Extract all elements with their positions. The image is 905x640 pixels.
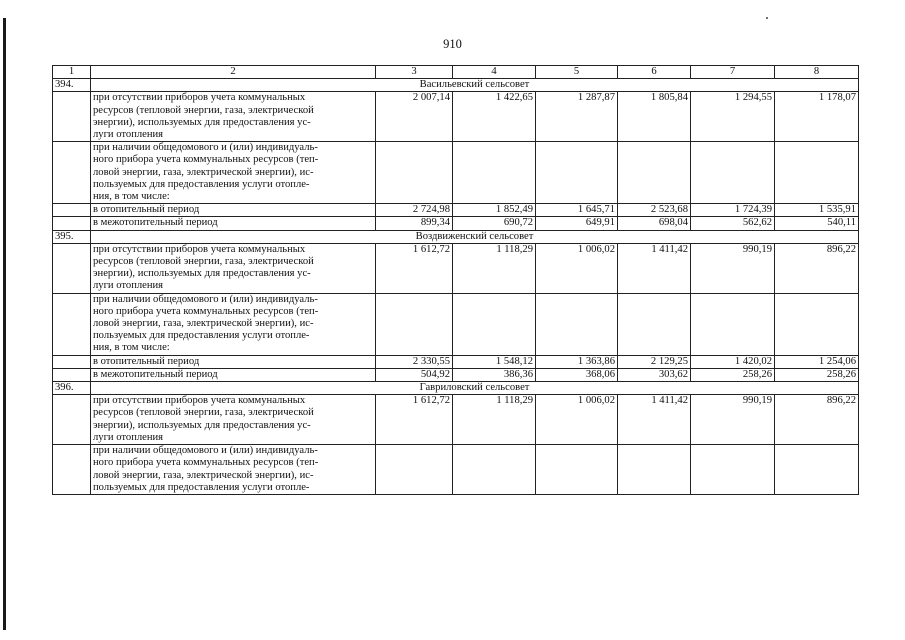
section-number: 395.	[53, 230, 91, 243]
description-line: луги отопления	[93, 129, 164, 141]
value-cell: 368,06	[536, 368, 618, 381]
value-cell: 2 724,98	[376, 204, 453, 217]
value-cell: 504,92	[376, 368, 453, 381]
table-row	[53, 355, 859, 368]
row-number-cell	[53, 368, 91, 381]
table-row	[53, 204, 859, 217]
value-cell: 2 523,68	[618, 204, 691, 217]
description-line: в отопительный период	[93, 355, 200, 367]
column-header: 5	[536, 66, 618, 79]
value-cell	[536, 142, 618, 204]
value-cell: 1 178,07	[775, 92, 859, 142]
value-cell	[453, 293, 536, 355]
description-line: при наличии общедомового и (или) индивидуаль-	[93, 142, 318, 154]
section-name: Гавриловский сельсовет	[91, 382, 859, 395]
value-cell: 990,19	[691, 243, 775, 293]
description-line: ресурсов (тепловой энергии, газа, электрической	[93, 407, 314, 419]
value-cell: 540,11	[775, 217, 859, 230]
value-cell: 1 254,06	[775, 355, 859, 368]
description-line: луги отопления	[93, 431, 164, 443]
table-row	[53, 368, 859, 381]
value-cell: 386,36	[453, 368, 536, 381]
value-cell: 2 129,25	[618, 355, 691, 368]
column-header: 7	[691, 66, 775, 79]
row-number-cell	[53, 395, 91, 445]
row-description	[91, 204, 376, 217]
binding-edge	[3, 18, 6, 630]
description-line: ловой энергии, газа, электрической энергии), ис-	[93, 318, 314, 330]
description-line: пользуемых для предоставления услуги отопле-	[93, 178, 310, 190]
column-header: 8	[775, 66, 859, 79]
value-cell: 1 294,55	[691, 92, 775, 142]
value-cell: 1 548,12	[453, 355, 536, 368]
value-cell	[453, 142, 536, 204]
value-cell: 2 007,14	[376, 92, 453, 142]
description-line: ния, в том числе:	[93, 342, 170, 354]
value-cell: 1 287,87	[536, 92, 618, 142]
table-row	[53, 445, 859, 495]
value-cell: 258,26	[775, 368, 859, 381]
description-line: в межотопительный период	[93, 217, 218, 229]
description-line: при наличии общедомового и (или) индивидуаль-	[93, 445, 318, 457]
value-cell: 1 411,42	[618, 395, 691, 445]
value-cell: 1 612,72	[376, 395, 453, 445]
value-cell: 990,19	[691, 395, 775, 445]
row-number-cell	[53, 355, 91, 368]
value-cell: 896,22	[775, 243, 859, 293]
row-description	[91, 293, 376, 355]
tariff-table	[52, 65, 859, 495]
value-cell: 1 411,42	[618, 243, 691, 293]
value-cell: 1 118,29	[453, 395, 536, 445]
value-cell: 698,04	[618, 217, 691, 230]
value-cell: 258,26	[691, 368, 775, 381]
row-number-cell	[53, 243, 91, 293]
section-row	[53, 79, 859, 92]
column-header: 6	[618, 66, 691, 79]
description-line: ного прибора учета коммунальных ресурсов (теп-	[93, 154, 319, 166]
value-cell	[691, 142, 775, 204]
value-cell: 1 363,86	[536, 355, 618, 368]
table-row	[53, 395, 859, 445]
value-cell	[536, 293, 618, 355]
description-line: ловой энергии, газа, электрической энергии), ис-	[93, 469, 314, 481]
column-header: 3	[376, 66, 453, 79]
row-description	[91, 368, 376, 381]
table-row	[53, 217, 859, 230]
value-cell: 1 535,91	[775, 204, 859, 217]
table-row	[53, 92, 859, 142]
description-line: энергии), используемых для предоставления ус-	[93, 116, 311, 128]
row-description	[91, 243, 376, 293]
value-cell: 1 724,39	[691, 204, 775, 217]
value-cell	[453, 445, 536, 495]
value-cell: 1 006,02	[536, 395, 618, 445]
value-cell	[376, 293, 453, 355]
row-number-cell	[53, 92, 91, 142]
section-name: Васильевский сельсовет	[91, 79, 859, 92]
value-cell: 1 422,65	[453, 92, 536, 142]
value-cell	[618, 142, 691, 204]
row-description	[91, 92, 376, 142]
value-cell	[691, 445, 775, 495]
value-cell: 1 852,49	[453, 204, 536, 217]
section-row	[53, 230, 859, 243]
value-cell	[618, 445, 691, 495]
value-cell	[376, 445, 453, 495]
value-cell: 1 645,71	[536, 204, 618, 217]
value-cell: 690,72	[453, 217, 536, 230]
value-cell	[775, 445, 859, 495]
description-line: луги отопления	[93, 280, 164, 292]
row-description	[91, 395, 376, 445]
row-number-cell	[53, 445, 91, 495]
row-description	[91, 355, 376, 368]
description-line: при отсутствии приборов учета коммунальных	[93, 395, 306, 407]
page-number: 910	[443, 37, 462, 51]
value-cell: 1 006,02	[536, 243, 618, 293]
description-line: ресурсов (тепловой энергии, газа, электрической	[93, 256, 314, 268]
value-cell: 899,34	[376, 217, 453, 230]
section-name: Воздвиженский сельсовет	[91, 230, 859, 243]
section-number: 394.	[53, 79, 91, 92]
table-row	[53, 293, 859, 355]
row-number-cell	[53, 142, 91, 204]
value-cell: 1 420,02	[691, 355, 775, 368]
section-row	[53, 382, 859, 395]
value-cell: 562,62	[691, 217, 775, 230]
scan-speck	[766, 17, 768, 19]
table-header-row	[53, 66, 859, 79]
value-cell	[618, 293, 691, 355]
table-row	[53, 142, 859, 204]
description-line: при отсутствии приборов учета коммунальных	[93, 92, 306, 104]
value-cell: 2 330,55	[376, 355, 453, 368]
description-line: ловой энергии, газа, электрической энергии), ис-	[93, 166, 314, 178]
value-cell: 1 612,72	[376, 243, 453, 293]
value-cell	[775, 142, 859, 204]
row-description	[91, 445, 376, 495]
column-header: 4	[453, 66, 536, 79]
value-cell: 649,91	[536, 217, 618, 230]
description-line: ния, в том числе:	[93, 191, 170, 203]
description-line: пользуемых для предоставления услуги отопле-	[93, 481, 310, 493]
description-line: ного прибора учета коммунальных ресурсов (теп-	[93, 457, 319, 469]
row-description	[91, 217, 376, 230]
table-row	[53, 243, 859, 293]
column-header: 1	[53, 66, 91, 79]
description-line: пользуемых для предоставления услуги отопле-	[93, 330, 310, 342]
description-line: энергии), используемых для предоставления ус-	[93, 268, 311, 280]
value-cell	[376, 142, 453, 204]
description-line: в отопительный период	[93, 204, 200, 216]
value-cell	[691, 293, 775, 355]
value-cell	[775, 293, 859, 355]
value-cell: 1 118,29	[453, 243, 536, 293]
column-header: 2	[91, 66, 376, 79]
row-number-cell	[53, 293, 91, 355]
row-description	[91, 142, 376, 204]
description-line: ресурсов (тепловой энергии, газа, электрической	[93, 104, 314, 116]
value-cell	[536, 445, 618, 495]
row-number-cell	[53, 204, 91, 217]
section-number: 396.	[53, 382, 91, 395]
row-number-cell	[53, 217, 91, 230]
description-line: ного прибора учета коммунальных ресурсов (теп-	[93, 305, 319, 317]
description-line: в межотопительный период	[93, 368, 218, 380]
value-cell: 896,22	[775, 395, 859, 445]
value-cell: 303,62	[618, 368, 691, 381]
value-cell: 1 805,84	[618, 92, 691, 142]
description-line: при наличии общедомового и (или) индивидуаль-	[93, 293, 318, 305]
description-line: при отсутствии приборов учета коммунальных	[93, 243, 306, 255]
description-line: энергии), используемых для предоставления ус-	[93, 419, 311, 431]
